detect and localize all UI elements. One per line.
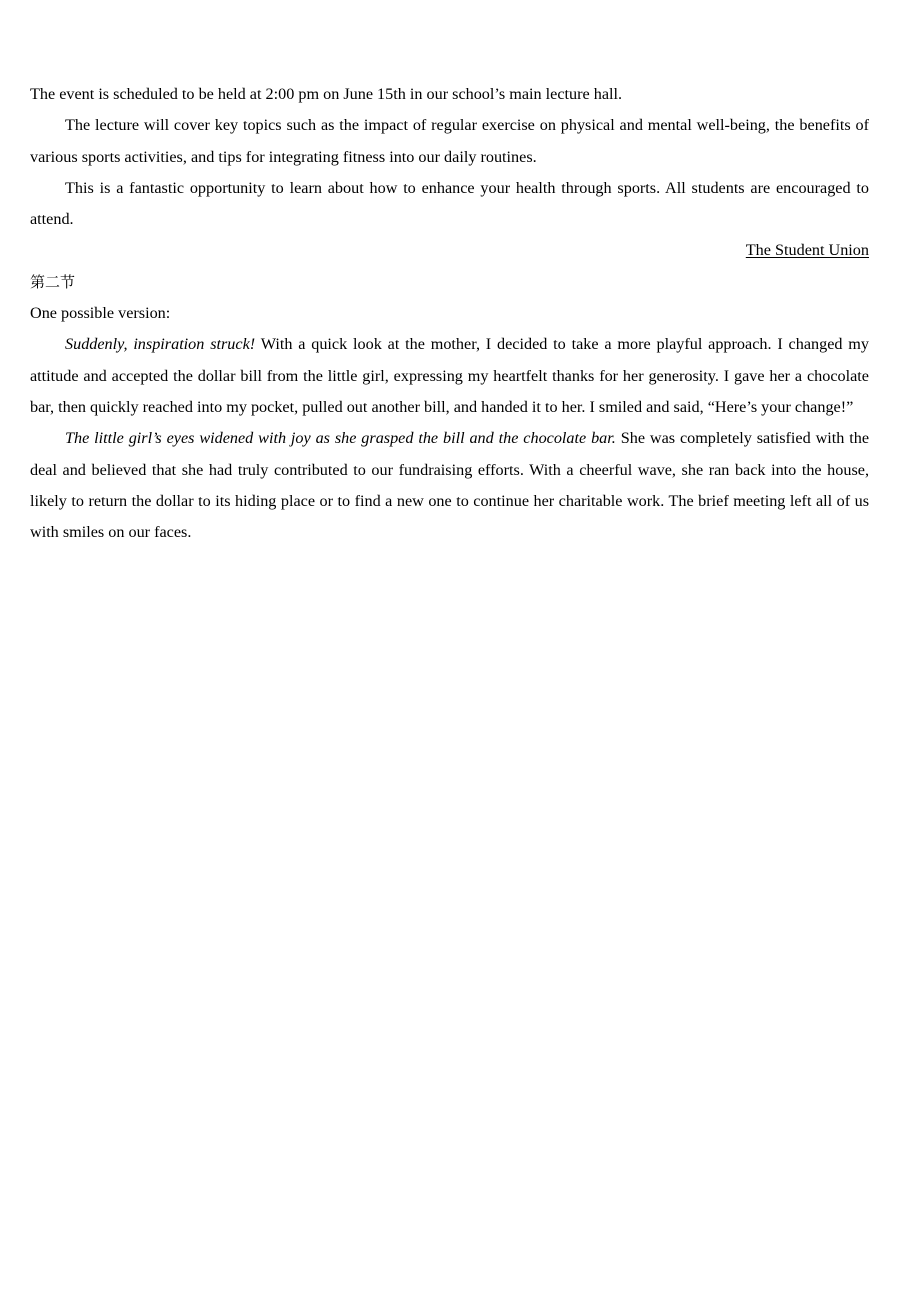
lecture-paragraph: The lecture will cover key topics such as the impact of regular exercise on physical and mental well-being, the benefits of various sports activities, and tips for integrating fitness into our daily routines. bbox=[30, 116, 869, 166]
paragraph-1-lead-sentence: Suddenly, inspiration struck! bbox=[65, 335, 256, 354]
continuation-paragraph-2 bbox=[30, 423, 869, 548]
paragraph-2-lead-sentence: The little girl’s eyes widened with joy as she grasped the bill and the chocolate bar. bbox=[65, 429, 616, 448]
paragraph-2-body: She was completely satisfied with the deal and believed that she had truly contributed to our fundraising efforts. With a cheerful wave, she ran back into the house, likely to return the dollar to its hiding place or to find a new one to continue her charitable work. The brief meeting left all of us with smiles on our faces. bbox=[30, 429, 870, 542]
paragraph-1-body: With a quick look at the mother, I decided to take a more playful approach. I changed my attitude and accepted the dollar bill from the little girl, expressing my heartfelt thanks for her generosity. I gave her a chocolate bar, then quickly reached into my pocket, pulled out another bill, and handed it to her. I smiled and said, “Here’s your change!” bbox=[30, 335, 869, 416]
continuation-paragraph-1 bbox=[30, 329, 869, 423]
signature: The Student Union bbox=[745, 241, 869, 260]
opportunity-paragraph: This is a fantastic opportunity to learn about how to enhance your health through sports. All students are encouraged to attend. bbox=[30, 178, 869, 229]
signature-line bbox=[30, 235, 869, 266]
event-line: The event is scheduled to be held at 2:00 pm on June 15th in our school’s main lecture hall. bbox=[30, 85, 623, 103]
section-heading: 第二节 bbox=[30, 272, 76, 291]
version-intro: One possible version: bbox=[30, 304, 171, 323]
document-page bbox=[30, 79, 869, 548]
